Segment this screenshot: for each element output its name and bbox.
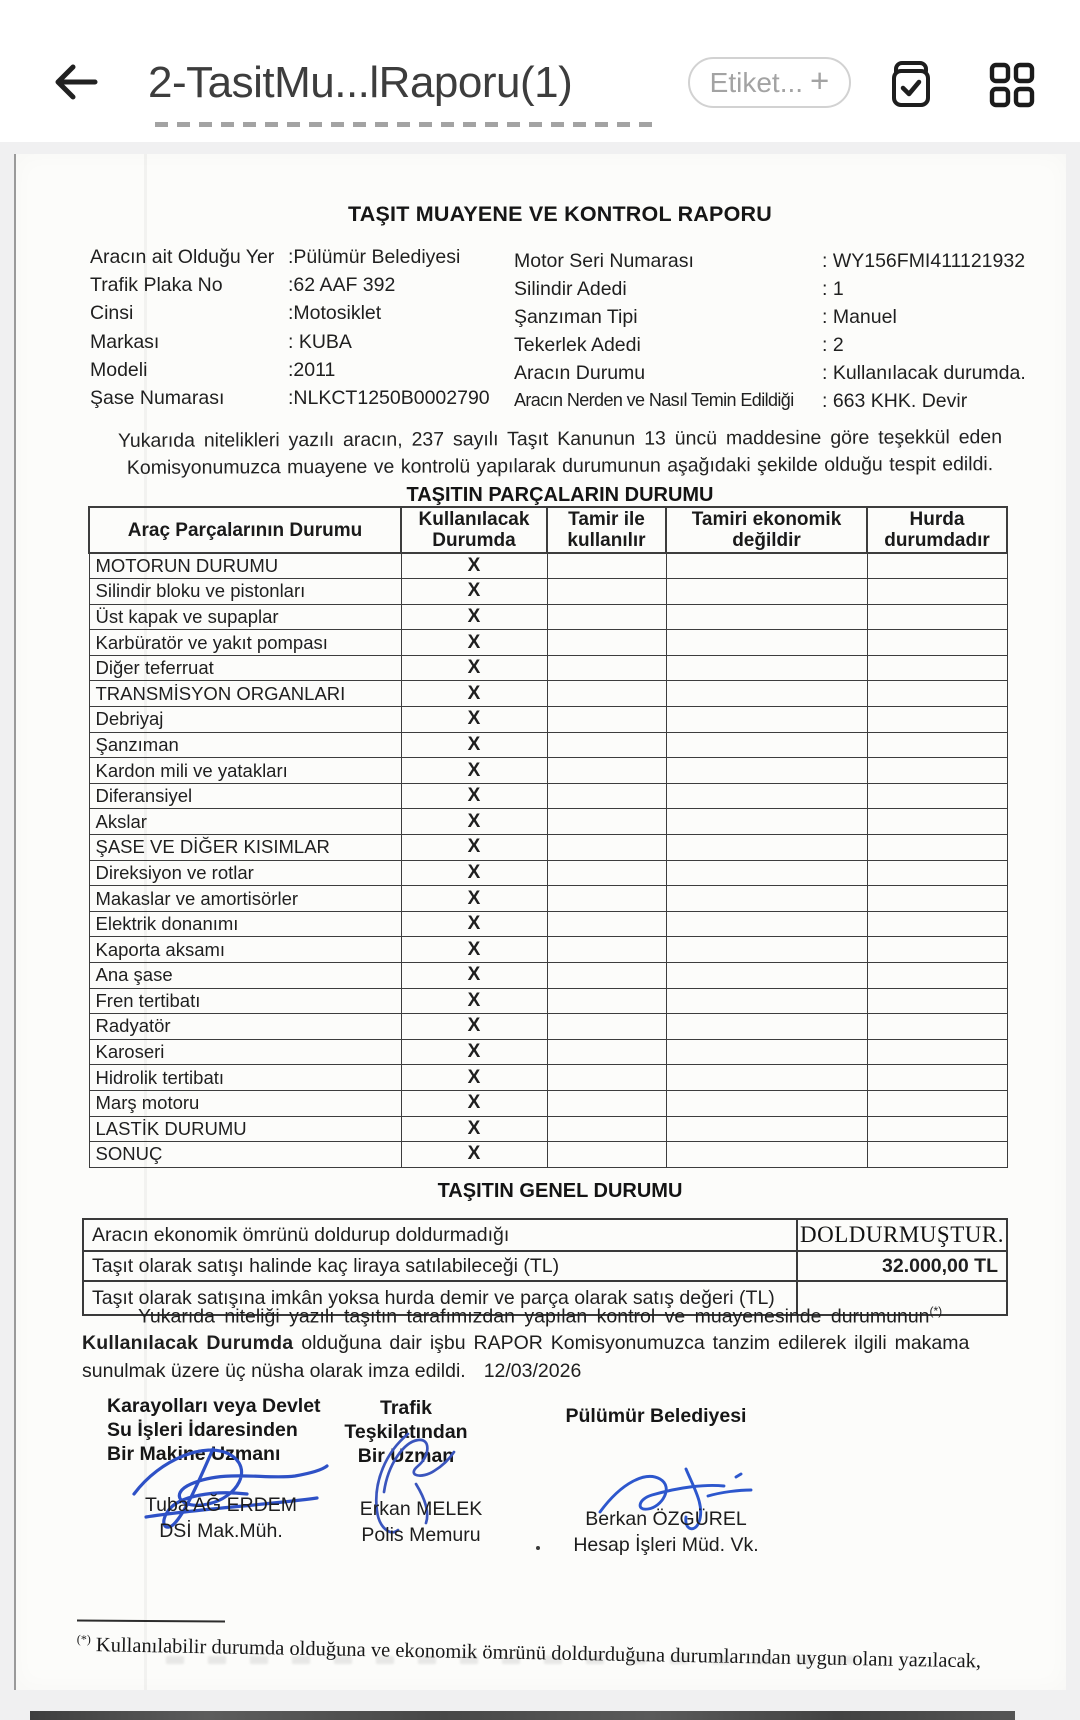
field-label: Aracın ait Olduğu Yer — [90, 246, 275, 268]
parts-table-row — [89, 579, 1007, 605]
part-condition-mark — [547, 1014, 666, 1040]
field-label: Modeli — [90, 359, 148, 381]
intro-line-1: Yukarıda nitelikleri yazılı aracın, 237 sayılı Taşıt Kanunun 13 üncü maddesine göre teşekkül eden — [117, 426, 1003, 452]
general-row-label: Aracın ekonomik ömrünü doldurup doldurmadığı — [83, 1219, 797, 1251]
part-condition-mark — [547, 963, 666, 989]
part-condition-mark: X — [401, 1090, 547, 1116]
footnote: (*) Kullanılabilir durumda olduğuna ve ekonomik ömrünü doldurduğuna durumlarından uygun olanı yazılacak, — [76, 1632, 982, 1673]
parts-table-row — [89, 1116, 1007, 1142]
field-value: : KUBA — [288, 331, 352, 353]
report-date: 12/03/2026 — [483, 1360, 582, 1382]
parts-table-row — [89, 963, 1007, 989]
parts-table-row — [89, 937, 1007, 963]
part-name: Elektrik donanımı — [89, 911, 401, 937]
part-name: Kaporta aksamı — [89, 937, 401, 963]
parts-table-row — [89, 630, 1007, 656]
part-condition-mark: X — [401, 758, 547, 784]
part-condition-mark — [547, 655, 666, 681]
title-dashed-underline — [155, 122, 655, 127]
report-title: TAŞIT MUAYENE VE KONTROL RAPORU — [348, 202, 772, 226]
parts-table-row — [89, 1065, 1007, 1091]
field-value: :Motosiklet — [288, 302, 382, 324]
part-condition-mark — [867, 860, 1007, 886]
general-table-row — [83, 1251, 1007, 1281]
part-condition-mark: X — [401, 1065, 547, 1091]
part-condition-mark: X — [401, 655, 547, 681]
signatory-2-org: Trafik Teşkilatından Bir Uzman — [344, 1397, 468, 1467]
part-condition-mark — [666, 707, 867, 733]
part-condition-mark: X — [401, 937, 547, 963]
field-label: Tekerlek Adedi — [514, 334, 641, 356]
parts-table-row — [89, 655, 1007, 681]
parts-table-row — [89, 553, 1007, 579]
part-condition-mark — [666, 860, 867, 886]
part-name: Marş motoru — [89, 1090, 401, 1116]
field-value: :2011 — [288, 359, 336, 381]
field-value: : WY156FMI411121932 — [822, 250, 1026, 272]
part-condition-mark — [867, 1065, 1007, 1091]
part-condition-mark: X — [401, 579, 547, 605]
part-condition-mark: X — [401, 988, 547, 1014]
field-label: Şase Numarası — [90, 387, 225, 409]
part-condition-mark: X — [401, 963, 547, 989]
parts-column-header: Tamiri ekonomik değildir — [666, 507, 867, 553]
part-condition-mark — [666, 732, 867, 758]
grid-view-button[interactable] — [988, 61, 1040, 113]
part-name: Makaslar ve amortisörler — [89, 886, 401, 912]
part-name: SONUÇ — [89, 1142, 401, 1168]
part-condition-mark — [867, 707, 1007, 733]
part-name: Radyatör — [89, 1014, 401, 1040]
part-condition-mark — [547, 732, 666, 758]
part-condition-mark: X — [401, 1142, 547, 1168]
part-name: Şanzıman — [89, 732, 401, 758]
parts-table-row — [89, 1014, 1007, 1040]
field-value: :NLKCT1250B0002790 — [288, 387, 490, 409]
part-condition-mark — [666, 886, 867, 912]
app-bar — [0, 0, 1080, 142]
part-name: Karbüratör ve yakıt pompası — [89, 630, 401, 656]
part-condition-mark — [867, 809, 1007, 835]
part-condition-mark — [867, 758, 1007, 784]
part-condition-mark — [867, 1090, 1007, 1116]
parts-column-header: Hurda durumdadır — [867, 507, 1007, 553]
grid-icon — [988, 61, 1040, 109]
closing-line-3: sunulmak üzere üç nüsha olarak imza edildi. 12/03/2026 — [82, 1360, 582, 1382]
parts-table-row — [89, 1142, 1007, 1168]
field-label: Markası — [90, 331, 160, 353]
part-condition-mark — [547, 707, 666, 733]
signatory-2-name-block — [324, 1496, 518, 1548]
part-condition-mark — [666, 630, 867, 656]
part-name: Ana şase — [89, 963, 401, 989]
part-condition-mark — [547, 579, 666, 605]
parts-table-row — [89, 860, 1007, 886]
part-condition-mark — [867, 553, 1007, 579]
part-condition-mark: X — [401, 553, 547, 579]
general-row-value: 32.000,00 TL — [797, 1251, 1007, 1281]
part-condition-mark — [547, 783, 666, 809]
parts-column-header: Tamir ile kullanılır — [547, 507, 666, 553]
part-condition-mark: X — [401, 1039, 547, 1065]
part-condition-mark: X — [401, 860, 547, 886]
part-condition-mark — [666, 937, 867, 963]
part-condition-mark: X — [401, 1014, 547, 1040]
parts-column-header: Kullanılacak Durumda — [401, 507, 547, 553]
part-condition-mark — [547, 911, 666, 937]
part-condition-mark — [867, 604, 1007, 630]
field-label: Motor Seri Numarası — [514, 250, 694, 272]
signatory-3-name-block — [544, 1506, 788, 1558]
closing-line-2: Kullanılacak Durumda olduğuna dair işbu RAPOR Komisyonumuzca tanzim edilerek ilgili makama — [82, 1332, 970, 1354]
part-condition-mark — [547, 553, 666, 579]
closing-line-1: Yukarıda niteliği yazılı taşıtın tarafımızdan yapılan kontrol ve muayenesinde durumunun(*) — [138, 1304, 943, 1328]
intro-line-2: Komisyonumuzca muayene ve kontrolü yapılarak durumunun aşağıdaki şekilde olduğu tespit edildi. — [126, 453, 994, 479]
part-condition-mark — [867, 937, 1007, 963]
part-name: Üst kapak ve supaplar — [89, 604, 401, 630]
part-name: Debriyaj — [89, 707, 401, 733]
parts-table-row — [89, 835, 1007, 861]
field-label: Trafik Plaka No — [90, 274, 223, 296]
scan-dot-artifact — [536, 1546, 540, 1550]
part-name: ŞASE VE DİĞER KISIMLAR — [89, 835, 401, 861]
part-condition-mark — [867, 1039, 1007, 1065]
scan-noise-artifact — [166, 1656, 856, 1664]
field-value: :Pülümür Belediyesi — [288, 246, 461, 268]
part-name: Karoseri — [89, 1039, 401, 1065]
field-label: Aracın Nerden ve Nasıl Temin Edildiği — [514, 390, 794, 410]
parts-condition-table — [88, 506, 1008, 1168]
part-condition-mark — [666, 783, 867, 809]
field-value: : Kullanılacak durumda. — [822, 362, 1026, 384]
part-condition-mark — [867, 911, 1007, 937]
part-name: Fren tertibatı — [89, 988, 401, 1014]
back-arrow-icon — [52, 58, 100, 106]
part-condition-mark: X — [401, 1116, 547, 1142]
part-condition-mark — [666, 911, 867, 937]
part-condition-mark — [867, 783, 1007, 809]
field-label: Şanzıman Tipi — [514, 306, 638, 328]
part-name: Hidrolik tertibatı — [89, 1065, 401, 1091]
signatory-1-org: Karayolları veya Devlet Su İşleri İdaresinden Bir Makine Uzmanı — [107, 1395, 321, 1465]
parts-table-row — [89, 886, 1007, 912]
document-title-field[interactable]: 2-TasitMu...lRaporu(1) — [148, 58, 573, 107]
part-condition-mark: X — [401, 732, 547, 758]
document-page[interactable] — [14, 154, 1066, 1690]
etiket-add-label-button[interactable] — [688, 57, 851, 108]
part-condition-mark — [867, 963, 1007, 989]
general-row-value: DOLDURMUŞTUR. — [797, 1219, 1007, 1251]
part-condition-mark — [547, 1065, 666, 1091]
part-name: Diferansiyel — [89, 783, 401, 809]
field-value: : 663 KHK. Devir — [822, 390, 968, 412]
part-condition-mark — [867, 1116, 1007, 1142]
part-condition-mark — [867, 886, 1007, 912]
signatory-name: Tuba AĞ ERDEM — [144, 1494, 298, 1516]
part-condition-mark — [867, 630, 1007, 656]
part-condition-mark — [666, 681, 867, 707]
signatory-name: Berkan ÖZGÜREL — [585, 1508, 747, 1530]
general-table-row — [83, 1219, 1007, 1251]
part-condition-mark — [666, 655, 867, 681]
parts-table-title: TAŞITIN PARÇALARIN DURUMU — [406, 484, 714, 506]
part-condition-mark — [867, 655, 1007, 681]
parts-table-row — [89, 783, 1007, 809]
part-condition-mark: X — [401, 835, 547, 861]
parts-table-row — [89, 911, 1007, 937]
general-table-title: TAŞITIN GENEL DURUMU — [437, 1180, 683, 1202]
etiket-label: Etiket... — [709, 66, 804, 98]
field-value: : 1 — [822, 278, 844, 300]
part-condition-mark — [867, 835, 1007, 861]
part-condition-mark — [547, 809, 666, 835]
part-condition-mark — [547, 886, 666, 912]
field-label: Silindir Adedi — [514, 278, 627, 300]
part-condition-mark — [666, 835, 867, 861]
select-pages-button[interactable] — [884, 58, 936, 110]
part-condition-mark: X — [401, 604, 547, 630]
part-condition-mark — [666, 604, 867, 630]
next-page-preview[interactable] — [30, 1711, 1015, 1720]
part-condition-mark — [547, 604, 666, 630]
part-condition-mark — [547, 758, 666, 784]
part-condition-mark — [547, 630, 666, 656]
part-condition-mark: X — [401, 886, 547, 912]
part-condition-mark — [867, 681, 1007, 707]
part-condition-mark — [547, 1090, 666, 1116]
part-condition-mark — [666, 1065, 867, 1091]
parts-table-row — [89, 732, 1007, 758]
part-condition-mark: X — [401, 630, 547, 656]
part-condition-mark — [547, 860, 666, 886]
part-name: LASTİK DURUMU — [89, 1116, 401, 1142]
part-condition-mark — [547, 835, 666, 861]
part-condition-mark — [867, 1014, 1007, 1040]
part-condition-mark — [547, 937, 666, 963]
field-value: : Manuel — [822, 306, 897, 328]
part-condition-mark — [867, 732, 1007, 758]
part-condition-mark — [547, 1142, 666, 1168]
part-condition-mark — [666, 1014, 867, 1040]
part-condition-mark: X — [401, 707, 547, 733]
signatory-3-org: Pülümür Belediyesi — [565, 1405, 747, 1427]
part-condition-mark — [547, 1116, 666, 1142]
asterisk-reference: (*) — [929, 1304, 943, 1318]
pages-check-icon — [884, 58, 936, 110]
parts-table-row — [89, 707, 1007, 733]
parts-table-row — [89, 1039, 1007, 1065]
field-label: Aracın Durumu — [514, 362, 646, 384]
part-name: Diğer teferruat — [89, 655, 401, 681]
part-condition-mark — [666, 988, 867, 1014]
general-condition-table — [82, 1218, 1008, 1316]
part-condition-mark — [666, 553, 867, 579]
footnote-rule — [77, 1619, 225, 1622]
back-button[interactable] — [52, 58, 100, 106]
field-value: :62 AAF 392 — [288, 274, 396, 296]
signatory-name: Erkan MELEK — [359, 1498, 483, 1520]
general-row-label: Taşıt olarak satışına imkân yoksa hurda demir ve parça olarak satış değeri (TL) — [83, 1281, 797, 1315]
part-name: Kardon mili ve yatakları — [89, 758, 401, 784]
signatory-1-name-block — [114, 1492, 328, 1544]
general-row-label: Taşıt olarak satışı halinde kaç liraya satılabileceği (TL) — [83, 1251, 797, 1281]
field-label: Cinsi — [90, 302, 134, 324]
part-condition-mark: X — [401, 783, 547, 809]
part-condition-mark — [547, 681, 666, 707]
signatory-title: DSİ Mak.Müh. — [159, 1520, 283, 1542]
signatory-title: Polis Memuru — [361, 1524, 481, 1546]
parts-table-row — [89, 758, 1007, 784]
plus-icon: + — [810, 62, 830, 99]
part-name: Direksiyon ve rotlar — [89, 860, 401, 886]
parts-column-header: Araç Parçalarının Durumu — [89, 507, 401, 553]
part-name: Silindir bloku ve pistonları — [89, 579, 401, 605]
part-condition-mark — [867, 988, 1007, 1014]
part-condition-mark — [666, 963, 867, 989]
part-condition-mark: X — [401, 681, 547, 707]
part-condition-mark — [547, 1039, 666, 1065]
part-condition-mark: X — [401, 911, 547, 937]
part-condition-mark — [867, 1142, 1007, 1168]
parts-table-row — [89, 988, 1007, 1014]
part-condition-mark — [666, 1116, 867, 1142]
part-condition-mark — [666, 1142, 867, 1168]
parts-table-row — [89, 604, 1007, 630]
signatory-title: Hesap İşleri Müd. Vk. — [573, 1534, 759, 1556]
part-condition-mark — [867, 579, 1007, 605]
part-condition-mark: X — [401, 809, 547, 835]
part-name: MOTORUN DURUMU — [89, 553, 401, 579]
part-condition-mark — [666, 1090, 867, 1116]
part-name: TRANSMİSYON ORGANLARI — [89, 681, 401, 707]
parts-table-row — [89, 1090, 1007, 1116]
parts-table-row — [89, 809, 1007, 835]
part-condition-mark — [666, 809, 867, 835]
part-condition-mark — [666, 758, 867, 784]
part-condition-mark — [666, 1039, 867, 1065]
part-name: Akslar — [89, 809, 401, 835]
part-condition-mark — [547, 988, 666, 1014]
field-value: : 2 — [822, 334, 844, 356]
parts-table-row — [89, 681, 1007, 707]
part-condition-mark — [666, 579, 867, 605]
